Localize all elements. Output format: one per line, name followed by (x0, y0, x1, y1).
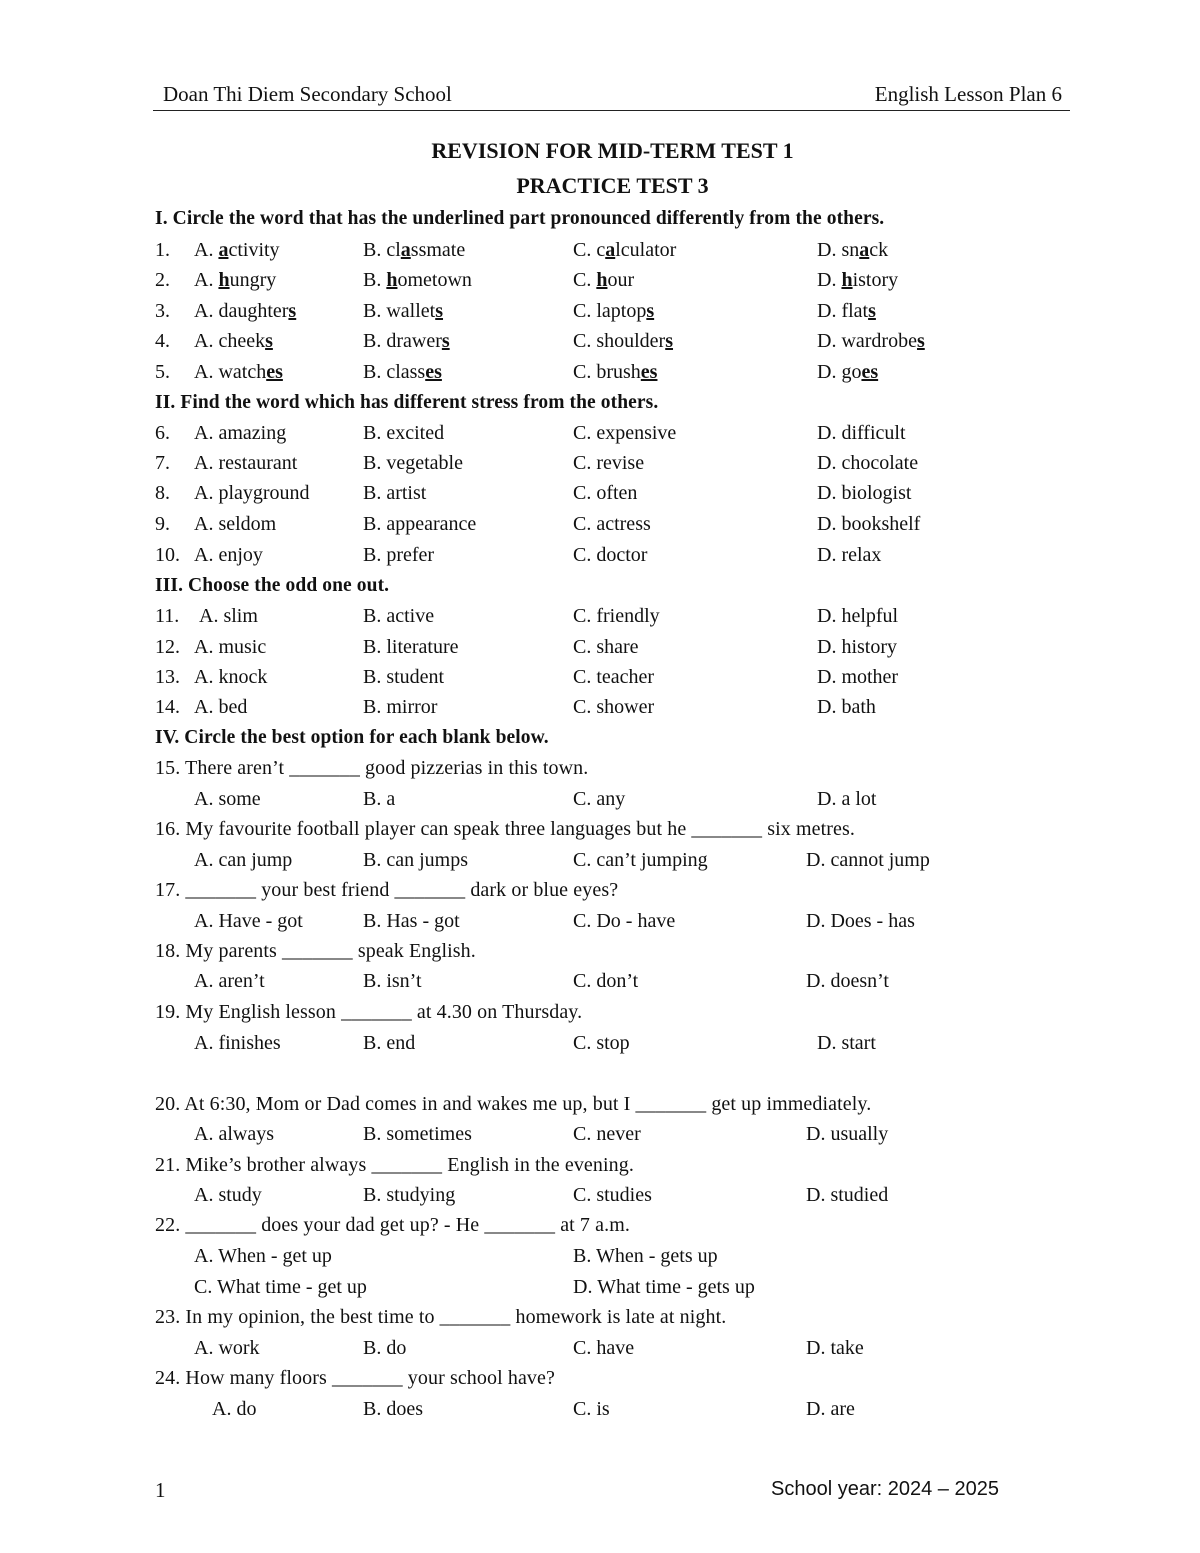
underlined-part: a (859, 239, 870, 261)
option-b[interactable]: B. drawers (363, 330, 450, 352)
option-a[interactable]: A. hungry (194, 269, 277, 291)
q23-option-c[interactable]: C. have (573, 1337, 635, 1359)
section-heading-best-option: IV. Circle the best option for each blank below. (155, 727, 549, 748)
q22-option-a[interactable]: A. When - get up (194, 1245, 332, 1267)
question-19-text: 19. My English lesson _______ at 4.30 on Thursday. (155, 1001, 583, 1023)
q18-option-c[interactable]: C. don’t (573, 970, 639, 992)
option-c[interactable]: C. actress (573, 513, 651, 535)
q17-option-c[interactable]: C. Do - have (573, 910, 676, 932)
question-23-text: 23. In my opinion, the best time to _______ homework is late at night. (155, 1306, 727, 1328)
underlined-part: a (605, 239, 616, 261)
q24-option-d[interactable]: D. are (806, 1398, 855, 1420)
question-number: 3. (155, 300, 170, 322)
option-a[interactable]: A. activity (194, 239, 280, 261)
option-b[interactable]: B. excited (363, 422, 445, 444)
option-d[interactable]: D. bookshelf (817, 513, 921, 535)
option-c[interactable]: C. often (573, 482, 638, 504)
option-a[interactable]: A. bed (194, 696, 248, 718)
option-d[interactable]: D. biologist (817, 482, 912, 504)
q20-option-a[interactable]: A. always (194, 1123, 274, 1145)
section-heading-pronunciation: I. Circle the word that has the underlined part pronounced differently from the others. (155, 208, 885, 229)
option-c[interactable]: C. brushes (573, 361, 658, 383)
option-d[interactable]: D. helpful (817, 605, 899, 627)
question-24-text: 24. How many floors _______ your school have? (155, 1367, 555, 1389)
option-a[interactable]: A. enjoy (194, 544, 263, 566)
question-number: 13. (155, 666, 180, 688)
question-number: 1. (155, 239, 170, 261)
q16-option-a[interactable]: A. can jump (194, 849, 293, 871)
underlined-part: a (218, 239, 229, 261)
q15-option-c[interactable]: C. any (573, 788, 626, 810)
option-d[interactable]: D. flats (817, 300, 876, 322)
question-17-text: 17. _______ your best friend _______ dark or blue eyes? (155, 879, 619, 901)
underlined-part: s (441, 330, 450, 352)
question-20-text: 20. At 6:30, Mom or Dad comes in and wakes me up, but I _______ get up immediately. (155, 1093, 872, 1115)
q21-option-d[interactable]: D. studied (806, 1184, 889, 1206)
q18-option-b[interactable]: B. isn’t (363, 970, 422, 992)
underlined-part: s (646, 300, 655, 322)
underlined-part: es (425, 361, 442, 383)
option-a[interactable]: A. restaurant (194, 452, 298, 474)
underlined-part: s (265, 330, 273, 352)
question-18-text: 18. My parents _______ speak English. (155, 940, 476, 962)
option-a[interactable]: A. knock (194, 666, 268, 688)
q15-option-a[interactable]: A. some (194, 788, 261, 810)
option-b[interactable]: B. classmate (363, 239, 466, 261)
option-d[interactable]: D. wardrobes (817, 330, 925, 352)
option-c[interactable]: C. doctor (573, 544, 648, 566)
q16-option-c[interactable]: C. can’t jumping (573, 849, 708, 871)
q18-option-a[interactable]: A. aren’t (194, 970, 265, 992)
q20-option-c[interactable]: C. never (573, 1123, 641, 1145)
q23-option-d[interactable]: D. take (806, 1337, 864, 1359)
option-b[interactable]: B. literature (363, 636, 459, 658)
q20-option-b[interactable]: B. sometimes (363, 1123, 472, 1145)
option-c[interactable]: C. friendly (573, 605, 660, 627)
q21-option-c[interactable]: C. studies (573, 1184, 652, 1206)
option-c[interactable]: C. hour (573, 269, 635, 291)
option-a[interactable]: A. cheeks (194, 330, 273, 352)
question-15-text: 15. There aren’t _______ good pizzerias in this town. (155, 757, 589, 779)
underlined-part: h (218, 269, 230, 291)
underlined-part: s (288, 300, 297, 322)
q23-option-b[interactable]: B. do (363, 1337, 407, 1359)
underlined-part: s (916, 330, 925, 352)
question-number: 8. (155, 482, 170, 504)
option-d[interactable]: D. snack (817, 239, 889, 261)
option-c[interactable]: C. shower (573, 696, 655, 718)
q15-option-d[interactable]: D. a lot (817, 788, 877, 810)
q16-option-d[interactable]: D. cannot jump (806, 849, 930, 871)
option-a[interactable]: A. music (194, 636, 267, 658)
option-a[interactable]: A. seldom (194, 513, 277, 535)
page-header (153, 82, 1070, 111)
q17-option-a[interactable]: A. Have - got (194, 910, 303, 932)
option-d[interactable]: D. chocolate (817, 452, 919, 474)
question-number: 4. (155, 330, 170, 352)
option-b[interactable]: B. vegetable (363, 452, 463, 474)
option-b[interactable]: B. hometown (363, 269, 472, 291)
q22-option-d[interactable]: D. What time - gets up (573, 1276, 755, 1298)
q24-option-c[interactable]: C. is (573, 1398, 610, 1420)
option-a[interactable]: A. amazing (194, 422, 287, 444)
q22-option-b[interactable]: B. When - gets up (573, 1245, 718, 1267)
option-d[interactable]: D. goes (817, 361, 879, 383)
option-b[interactable]: B. active (363, 605, 435, 627)
question-number: 2. (155, 269, 170, 291)
question-number: 7. (155, 452, 170, 474)
q21-option-b[interactable]: B. studying (363, 1184, 456, 1206)
option-b[interactable]: B. wallets (363, 300, 444, 322)
q22-option-c[interactable]: C. What time - get up (194, 1276, 367, 1298)
q15-option-b[interactable]: B. a (363, 788, 396, 810)
document-subtitle: PRACTICE TEST 3 (516, 173, 709, 198)
underlined-part: h (596, 269, 608, 291)
option-c[interactable]: C. share (573, 636, 639, 658)
q24-option-a[interactable]: A. do (212, 1398, 257, 1420)
underlined-part: s (665, 330, 674, 352)
question-number: 11. (155, 605, 180, 627)
question-number: 12. (155, 636, 180, 658)
question-22-text: 22. _______ does your dad get up? - He _______ at 7 a.m. (155, 1214, 630, 1236)
option-b[interactable]: B. mirror (363, 696, 438, 718)
option-a[interactable]: A. playground (194, 482, 310, 504)
option-c[interactable]: C. revise (573, 452, 645, 474)
page-number: 1 (155, 1478, 166, 1502)
q24-option-b[interactable]: B. does (363, 1398, 423, 1420)
question-number: 14. (155, 696, 180, 718)
option-b[interactable]: B. student (363, 666, 445, 688)
option-c[interactable]: C. calculator (573, 239, 677, 261)
option-c[interactable]: C. shoulders (573, 330, 674, 352)
underlined-part: s (868, 300, 876, 322)
option-b[interactable]: B. classes (363, 361, 442, 383)
school-year: School year: 2024 – 2025 (771, 1478, 999, 1500)
question-number: 10. (155, 544, 180, 566)
option-c[interactable]: C. teacher (573, 666, 655, 688)
section-heading-odd-one-out: III. Choose the odd one out. (155, 575, 390, 596)
q18-option-d[interactable]: D. doesn’t (806, 970, 889, 992)
option-a[interactable]: A. watches (194, 361, 283, 383)
question-21-text: 21. Mike’s brother always _______ English in the evening. (155, 1154, 634, 1176)
option-d[interactable]: D. history (817, 636, 897, 658)
q16-option-b[interactable]: B. can jumps (363, 849, 468, 871)
document-title: REVISION FOR MID-TERM TEST 1 (431, 138, 794, 163)
option-d[interactable]: D. relax (817, 544, 882, 566)
underlined-part: a (400, 239, 411, 261)
question-number: 6. (155, 422, 170, 444)
option-c[interactable]: C. expensive (573, 422, 677, 444)
underlined-part: es (266, 361, 283, 383)
question-16-text: 16. My favourite football player can speak three languages but he _______ six metres. (155, 818, 855, 840)
option-d[interactable]: D. bath (817, 696, 876, 718)
question-number: 9. (155, 513, 170, 535)
q19-option-b[interactable]: B. end (363, 1032, 416, 1054)
q19-option-c[interactable]: C. stop (573, 1032, 630, 1054)
q17-option-d[interactable]: D. Does - has (806, 910, 915, 932)
underlined-part: h (386, 269, 398, 291)
q21-option-a[interactable]: A. study (194, 1184, 262, 1206)
option-d[interactable]: D. difficult (817, 422, 906, 444)
section-heading-stress: II. Find the word which has different stress from the others. (155, 392, 659, 413)
option-b[interactable]: B. prefer (363, 544, 435, 566)
q23-option-a[interactable]: A. work (194, 1337, 260, 1359)
option-b[interactable]: B. artist (363, 482, 427, 504)
option-b[interactable]: B. appearance (363, 513, 477, 535)
option-d[interactable]: D. history (817, 269, 899, 291)
question-number: 5. (155, 361, 170, 383)
option-a[interactable]: A. daughters (194, 300, 297, 322)
q17-option-b[interactable]: B. Has - got (363, 910, 460, 932)
q19-option-d[interactable]: D. start (817, 1032, 876, 1054)
option-d[interactable]: D. mother (817, 666, 899, 688)
q20-option-d[interactable]: D. usually (806, 1123, 889, 1145)
option-c[interactable]: C. laptops (573, 300, 655, 322)
option-a[interactable]: A. slim (199, 605, 258, 627)
underlined-part: es (861, 361, 879, 383)
underlined-part: s (435, 300, 444, 322)
q19-option-a[interactable]: A. finishes (194, 1032, 281, 1054)
underlined-part: es (640, 361, 658, 383)
lesson-plan-label: English Lesson Plan 6 (874, 82, 1062, 106)
school-name: Doan Thi Diem Secondary School (163, 82, 452, 106)
underlined-part: h (841, 269, 853, 291)
